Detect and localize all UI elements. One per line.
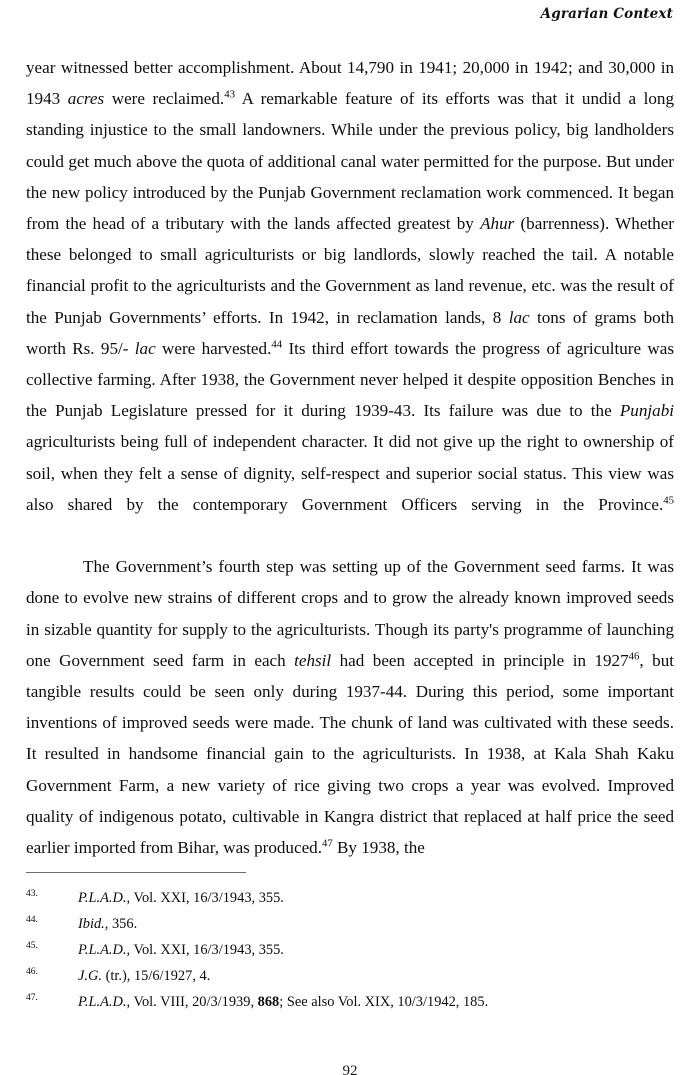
footnote-item [26, 911, 674, 937]
paragraph-seed-farms: The Government’s fourth step was setting up of the Government seed farms. It was done to evolve new strains of different crops and to grow the already known improved seeds in sizable quantity for supply to the agriculturists. Though its party's programme of launching one Government seed farm in each tehsil had been accepted in principle in 1927$^{46}$, but tangible results could be seen only during 1937-44. During this period, some important inventions of improved seeds were made. The chunk of land was cultivated with these seeds. It resulted in handsome financial gain to the agriculturists. In 1938, at Kala Shah Kaku Government Farm, a new variety of rice giving two crops a year was evolved. Improved quality of indigenous potato, cultivable in Kangra district that replaced at half price the seed earlier imported from Bihar, was produced.$^{47}$ By 1938, the [26, 557, 674, 858]
footnote-item [26, 963, 674, 989]
page-number-folio: 92 [342, 1063, 358, 1075]
footnotes-block [26, 885, 674, 1015]
footnote-text: P.L.A.D., Vol. XXI, 16/3/1943, 355. [78, 942, 284, 958]
footnote-text: P.L.A.D., Vol. XXI, 16/3/1943, 355. [78, 890, 284, 906]
footnote-number: 43. [26, 889, 38, 900]
footnote-number: 44. [26, 915, 38, 926]
footnote-text: Ibid., 356. [78, 916, 138, 932]
paragraph-reclamation: year witnessed better accomplishment. About 14,790 in 1941; 20,000 in 1942; and 30,000 in 1943 acres were reclaimed.$^{43}$ A remarkable feature of its efforts was that it undid a long standing injustice to the small landowners. While under the previous policy, big landholders could get much above the quota of additional canal water permitted for the purpose. But under the new policy introduced by the Punjab Government reclamation work commenced. It began from the head of a tributary with the lands affected greatest by Ahur (barrenness). Whether these belonged to small agriculturists or big landlords, slowly reached the tail. A notable financial profit to the agriculturists and the Government as land revenue, etc. was the result of the Punjab Governments’ efforts. In 1942, in reclamation lands, 8 lac tons of grams both worth Rs. 95/- lac were harvested.$^{44}$ Its third effort towards the progress of agriculture was collective farming. After 1938, the Government never helped it despite opposition Benches in the Punjab Legislature pressed for it during 1939-43. Its failure was due to the Punjabi agriculturists being full of independent character. It did not give up the right to ownership of soil, when they felt a sense of dignity, self-respect and superior social status. This view was also shared by the contemporary Government Officers serving in the Province.$^{45}$ [26, 58, 674, 514]
footnote-number: 45. [26, 941, 38, 952]
footnote-text: J.G. (tr.), 15/6/1927, 4. [78, 968, 211, 984]
footnote-text: P.L.A.D., Vol. VIII, 20/3/1939, 868; See also Vol. XIX, 10/3/1942, 185. [78, 994, 489, 1010]
running-header-title: Agrarian Context [540, 6, 673, 22]
footnote-separator-rule [26, 872, 246, 873]
footnote-number: 46. [26, 967, 38, 978]
footnote-number: 47. [26, 993, 38, 1004]
footnote-item [26, 885, 674, 911]
body-text-block [26, 52, 674, 863]
footnote-item [26, 937, 674, 963]
footnote-item [26, 989, 674, 1015]
